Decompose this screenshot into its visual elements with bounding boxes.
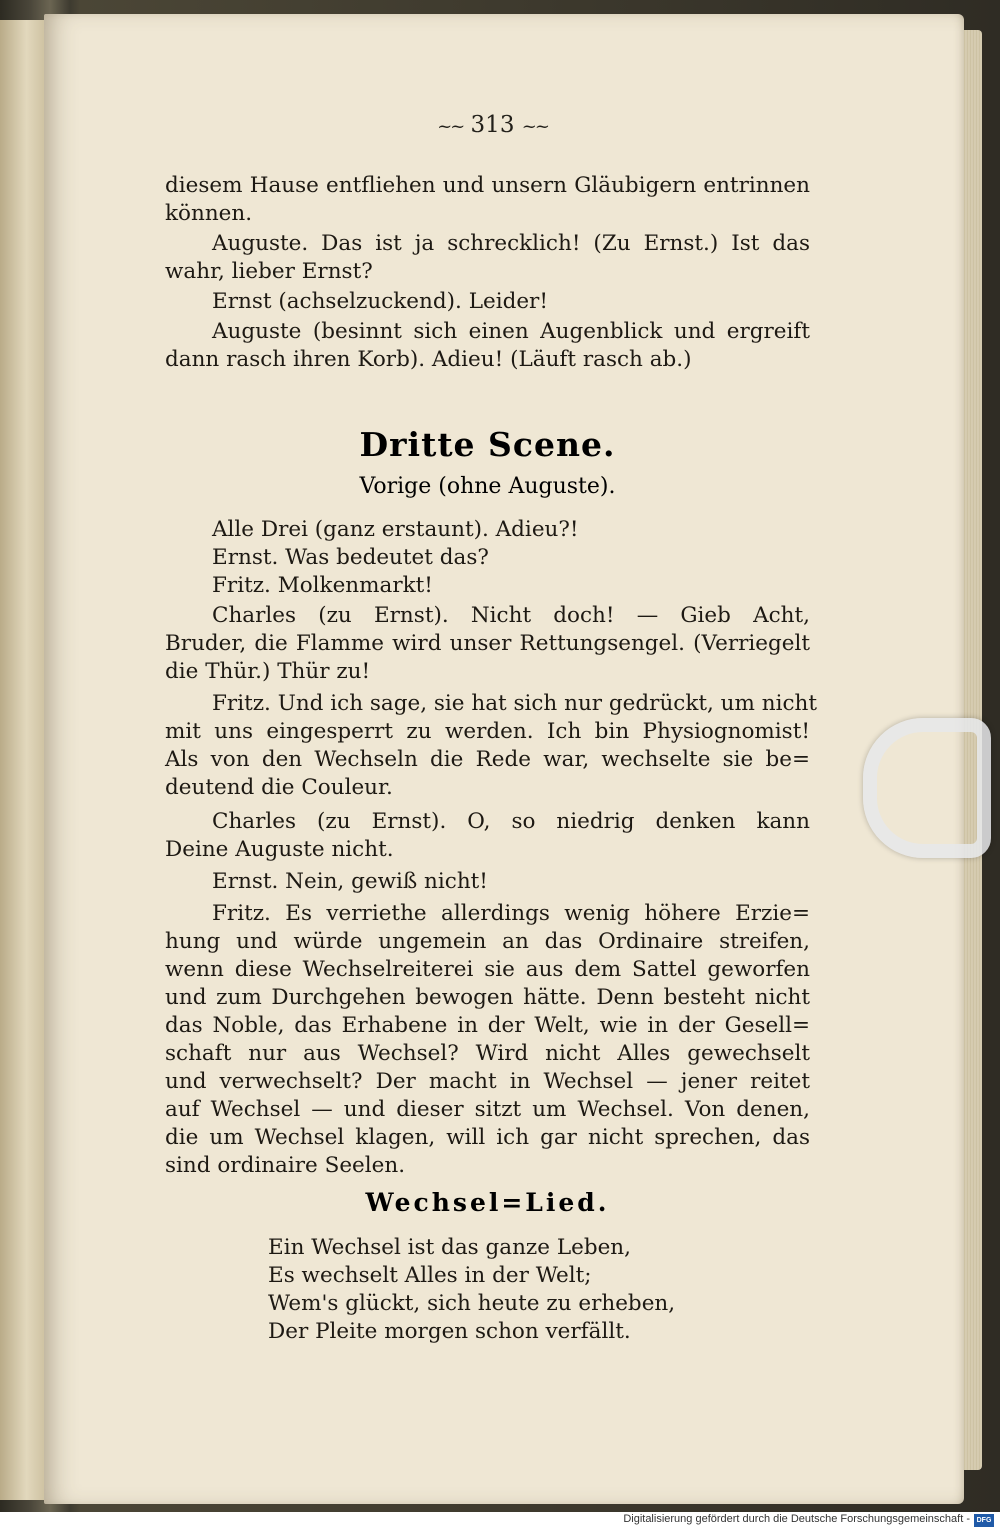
song-title: Wechsel=Lied. xyxy=(365,1188,610,1217)
right-ornament: ~~ xyxy=(521,116,548,137)
text-line: diesem Hause entfliehen und unsern Gläubigern entrinnen xyxy=(165,173,810,198)
text-line: können. xyxy=(165,201,253,226)
text-line: das Noble, das Erhabene in der Welt, wie in der Gesell= xyxy=(165,1013,810,1038)
text-line: Charles (zu Ernst). O, so niedrig denken kann xyxy=(212,809,810,834)
dialog-line: Alle Drei (ganz erstaunt). Adieu?! xyxy=(212,517,579,542)
text-line: die um Wechsel klagen, will ich gar nicht sprechen, das xyxy=(165,1125,810,1150)
verse-line: Der Pleite morgen schon verfällt. xyxy=(268,1319,631,1344)
text-line: Fritz. Es verriethe allerdings wenig höhere Erzie= xyxy=(212,901,810,926)
text-line: Als von den Wechseln die Rede war, wechselte sie be= xyxy=(165,747,810,772)
text-line: die Thür.) Thür zu! xyxy=(165,659,371,684)
text-line: deutend die Couleur. xyxy=(165,775,393,800)
text-line: sind ordinaire Seelen. xyxy=(165,1153,406,1178)
scene-subtitle: Vorige (ohne Auguste). xyxy=(359,474,616,499)
text-line: Fritz. Und ich sage, sie hat sich nur gedrückt, um nicht xyxy=(212,691,817,716)
text-line: Bruder, die Flamme wird unser Rettungsengel. (Verriegelt xyxy=(165,631,810,656)
verse-line: Wem's glückt, sich heute zu erheben, xyxy=(268,1291,676,1316)
text-line: Auguste. Das ist ja schrecklich! (Zu Ernst.) Ist das xyxy=(212,231,810,256)
text-line: auf Wechsel — und dieser sitzt um Wechsel. Von denen, xyxy=(165,1097,810,1122)
footer-credit: Digitalisierung gefördert durch die Deutsche Forschungsgemeinschaft - xyxy=(623,1513,970,1525)
text-line: wahr, lieber Ernst? xyxy=(165,259,373,284)
dialog-line: Ernst. Was bedeutet das? xyxy=(212,545,489,570)
page-clip xyxy=(855,708,1000,848)
text-line: Auguste (besinnt sich einen Augenblick und ergreift xyxy=(212,319,810,344)
verse-line: Ein Wechsel ist das ganze Leben, xyxy=(268,1235,631,1260)
verse-line: Es wechselt Alles in der Welt; xyxy=(268,1263,592,1288)
text-line: Ernst (achselzuckend). Leider! xyxy=(212,289,548,314)
page-number: 313 xyxy=(470,112,515,138)
text-line: schaft nur aus Wechsel? Wird nicht Alles gewechselt xyxy=(165,1041,810,1066)
text-line: hung und würde ungemein an das Ordinaire streifen, xyxy=(165,929,810,954)
text-line: Ernst. Nein, gewiß nicht! xyxy=(212,869,488,894)
text-line: Charles (zu Ernst). Nicht doch! — Gieb Acht, xyxy=(212,603,810,628)
text-line: wenn diese Wechselreiterei sie aus dem Sattel geworfen xyxy=(165,957,810,982)
page-header xyxy=(405,112,580,142)
text-line: dann rasch ihren Korb). Adieu! (Läuft rasch ab.) xyxy=(165,347,692,372)
text-line: Deine Auguste nicht. xyxy=(165,837,394,862)
left-ornament: ~~ xyxy=(437,116,464,137)
facing-page-edge xyxy=(0,20,44,1500)
text-line: und zum Durchgehen bewogen hätte. Denn besteht nicht xyxy=(165,985,810,1010)
text-line: und verwechselt? Der macht in Wechsel — jener reitet xyxy=(165,1069,810,1094)
dialog-line: Fritz. Molkenmarkt! xyxy=(212,573,433,598)
text-line: mit uns eingesperrt zu werden. Ich bin Physiognomist! xyxy=(165,719,810,744)
dfg-logo-icon: DFG xyxy=(974,1514,994,1527)
scene-title: Dritte Scene. xyxy=(359,425,616,464)
clip-ring xyxy=(863,718,991,858)
